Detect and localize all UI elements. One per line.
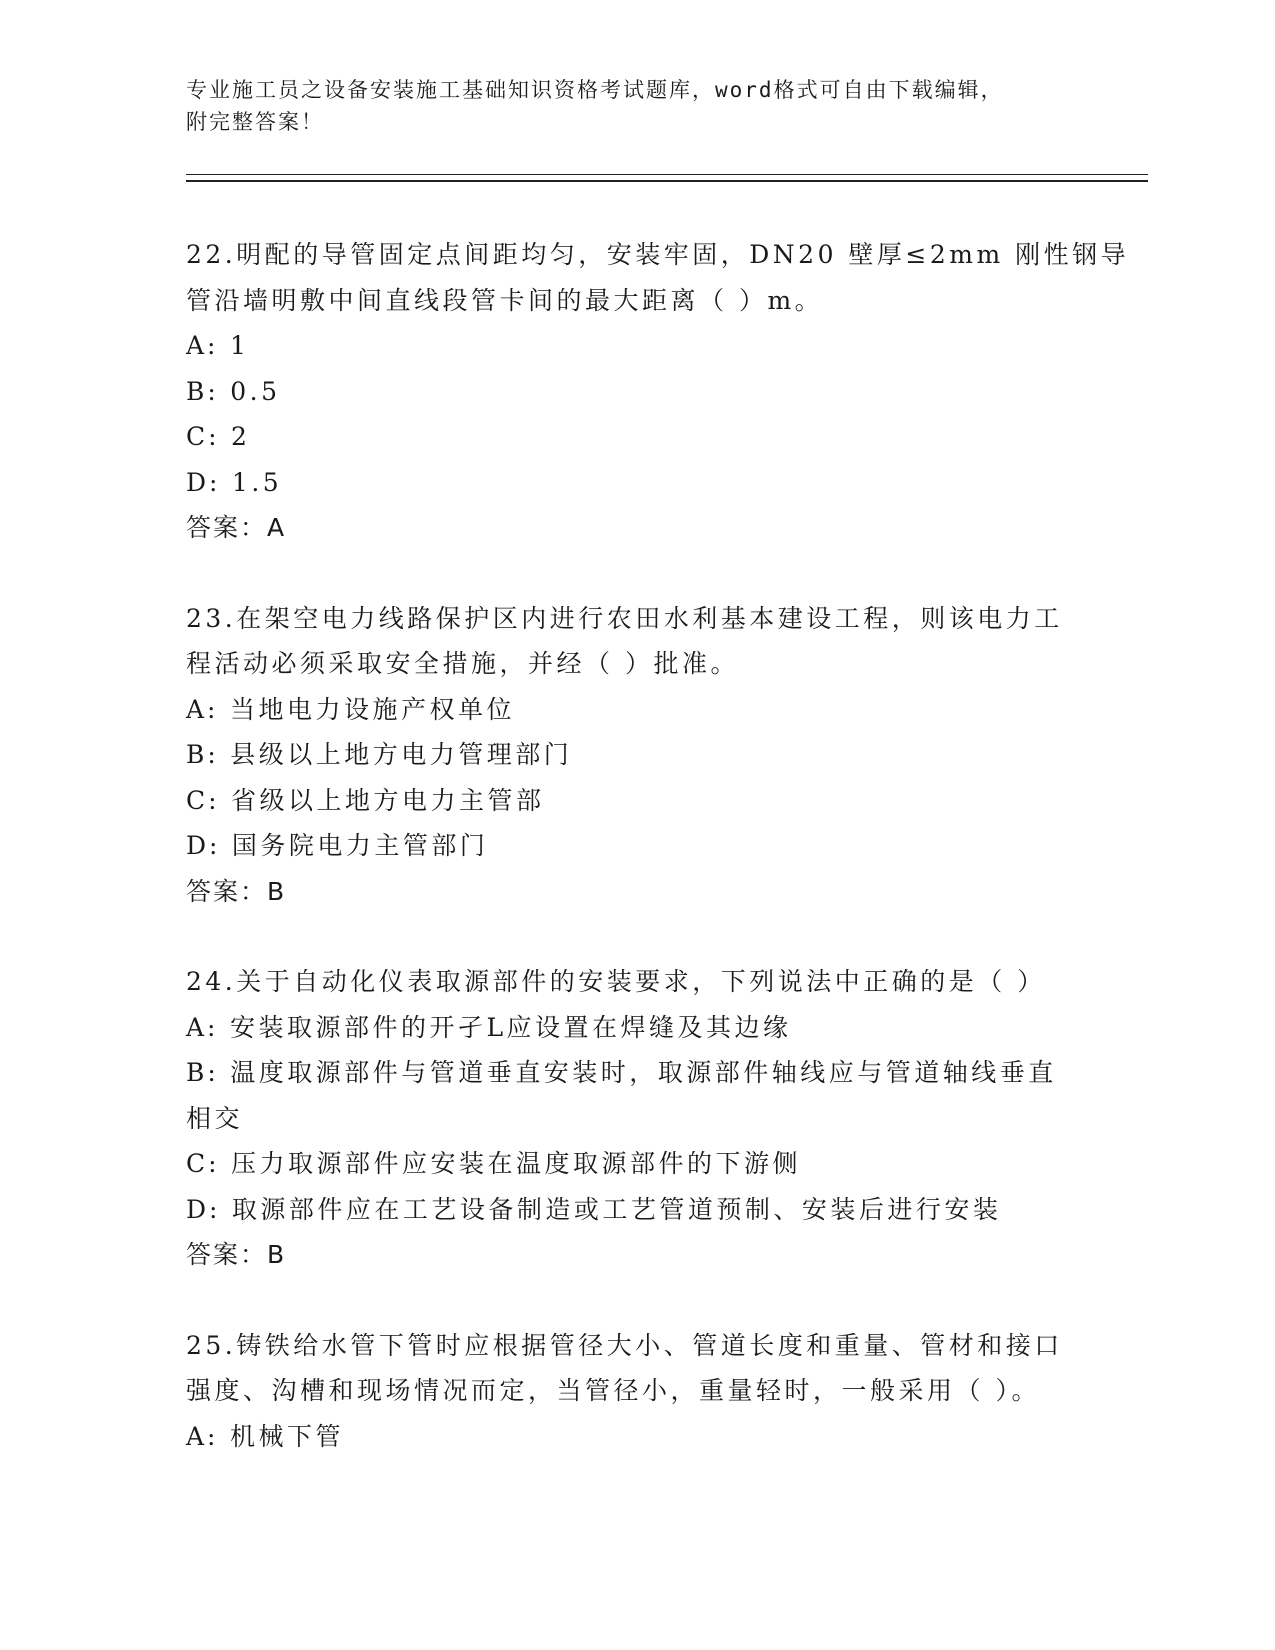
question-stem-line: 程活动必须采取安全措施，并经（ ）批准。 (186, 649, 739, 678)
answer-line: 答案：B (186, 876, 287, 906)
option-text: 国务院电力主管部门 (231, 831, 489, 860)
option-text: 省级以上地方电力主管部 (231, 785, 545, 815)
option-text: 1 (229, 331, 250, 360)
option-d (186, 823, 1186, 869)
header-divider-bottom (186, 180, 1148, 182)
document-header (186, 74, 1146, 138)
option-a (186, 323, 1186, 369)
option-text: 温度取源部件与管道垂直安装时，取源部件轴线应与管道轴线垂直 (230, 1058, 1057, 1087)
option-key: C: (186, 785, 220, 815)
option-key: A: (186, 1421, 219, 1451)
option-key: C: (186, 422, 220, 451)
question-23 (186, 596, 1186, 915)
option-b (186, 369, 1186, 415)
option-b (186, 732, 1186, 778)
option-a (186, 1005, 1186, 1051)
option-key: B: (186, 376, 219, 406)
question-stem-line: 强度、沟槽和现场情况而定，当管径小，重量轻时，一般采用（ ）。 (186, 1376, 1040, 1405)
option-c (186, 414, 1186, 460)
option-key: D: (186, 467, 221, 497)
question-22 (186, 232, 1186, 551)
option-text: 当地电力设施产权单位 (229, 694, 515, 724)
answer-line: 答案：B (186, 1240, 287, 1269)
question-stem-line: 22.明配的导管固定点间距均匀，安装牢固，DN20 壁厚≤2mm 刚性钢导 (186, 240, 1130, 269)
question-stem-line: 23.在架空电力线路保护区内进行农田水利基本建设工程，则该电力工 (186, 603, 1063, 633)
option-key: A: (186, 331, 219, 360)
option-d (186, 1187, 1186, 1233)
option-key: C: (186, 1149, 220, 1178)
option-d (186, 460, 1186, 506)
option-c (186, 1141, 1186, 1187)
question-stem-line: 25.铸铁给水管下管时应根据管径大小、管道长度和重量、管材和接口 (186, 1330, 1063, 1360)
question-stem-line: 管沿墙明敷中间直线段管卡间的最大距离（ ）m。 (186, 285, 824, 315)
option-text: 县级以上地方电力管理部门 (230, 740, 573, 769)
header-line-2: 附完整答案！ (186, 110, 324, 134)
option-text: 2 (231, 422, 251, 451)
option-b (186, 1050, 1186, 1096)
question-stem-line: 24.关于自动化仪表取源部件的安装要求，下列说法中正确的是（ ） (186, 967, 1046, 996)
option-key: A: (186, 1012, 219, 1042)
option-text: 安装取源部件的开孑L应设置在焊缝及其边缘 (229, 1012, 792, 1042)
answer-line: 答案：A (186, 513, 287, 542)
option-a (186, 1414, 1186, 1460)
header-divider-top (186, 174, 1148, 175)
question-24 (186, 959, 1186, 1278)
option-key: A: (186, 694, 219, 724)
option-key: D: (186, 831, 221, 860)
option-a (186, 687, 1186, 733)
option-key: B: (186, 1058, 219, 1087)
option-key: B: (186, 740, 219, 769)
question-25 (186, 1323, 1186, 1460)
header-line-1: 专业施工员之设备安装施工基础知识资格考试题库，word格式可自由下载编辑， (186, 78, 1004, 102)
question-list (186, 232, 1186, 1459)
option-c (186, 778, 1186, 824)
option-text: 压力取源部件应安装在温度取源部件的下游侧 (231, 1149, 802, 1178)
option-key: D: (186, 1194, 221, 1224)
option-text: 1.5 (231, 467, 283, 497)
option-b-continuation: 相交 (186, 1103, 244, 1133)
option-text: 0.5 (230, 376, 281, 406)
option-text: 取源部件应在工艺设备制造或工艺管道预制、安装后进行安装 (231, 1194, 1002, 1224)
option-text: 机械下管 (229, 1421, 344, 1451)
